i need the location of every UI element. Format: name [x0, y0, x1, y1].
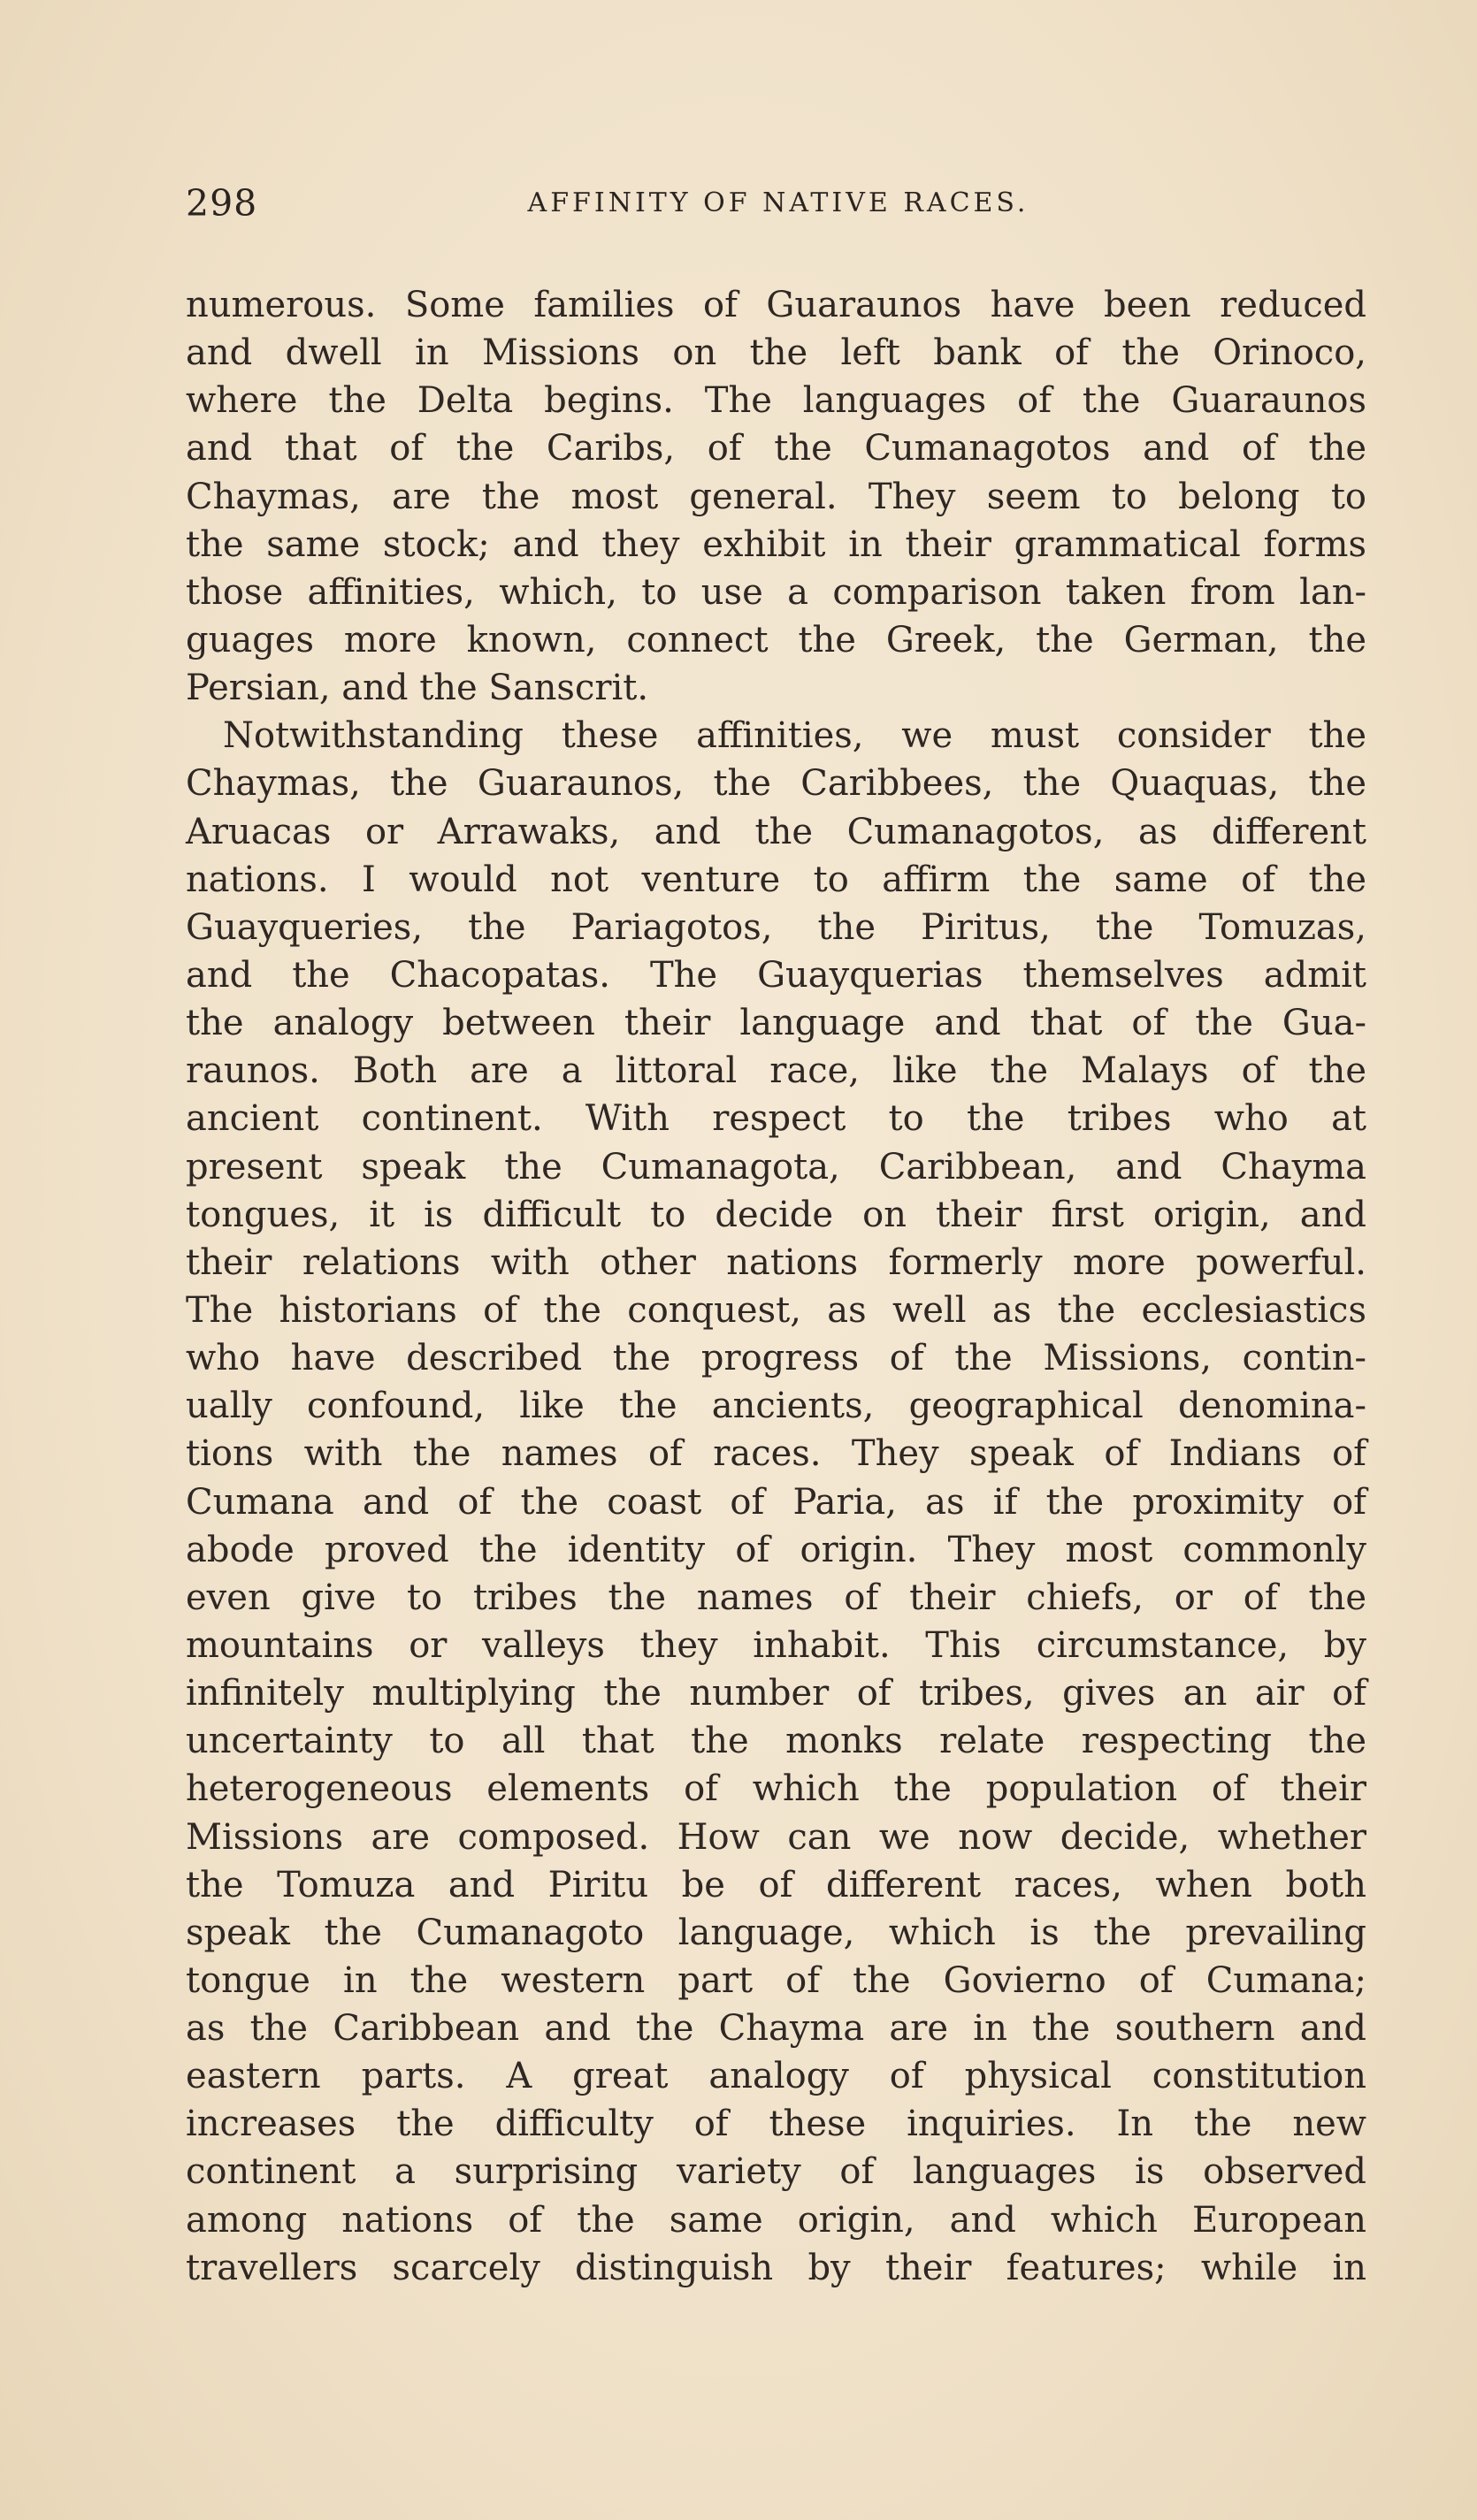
text-line: continent a surprising variety of languages is observed — [186, 2151, 1366, 2193]
text-line: ually confound, like the ancients, geographical denomina- — [186, 1386, 1366, 1427]
text-line: Missions are composed. How can we now decide, whether — [186, 1816, 1366, 1858]
text-line: abode proved the identity of origin. They most commonly — [186, 1529, 1366, 1570]
text-line: and the Chacopatas. The Guayquerias themselves admit — [186, 954, 1366, 996]
running-head: AFFINITY OF NATIVE RACES. — [527, 187, 1029, 218]
text-line: nations. I would not venture to affirm the same of the — [186, 859, 1366, 900]
text-line: Persian, and the Sanscrit. — [186, 668, 649, 709]
text-line: Notwithstanding these affinities, we must consider the — [223, 715, 1366, 757]
text-line: where the Delta begins. The languages of the Guaraunos — [186, 380, 1366, 422]
page-header — [186, 182, 1344, 235]
text-line: The historians of the conquest, as well as the ecclesiastics — [186, 1289, 1366, 1331]
text-line: Cumana and of the coast of Paria, as if the proximity of — [186, 1481, 1366, 1523]
text-line: among nations of the same origin, and which European — [186, 2199, 1366, 2241]
text-line: and dwell in Missions on the left bank of the Orinoco, — [186, 332, 1366, 374]
text-line: increases the difficulty of these inquiries. In the new — [186, 2104, 1366, 2145]
text-line: tongues, it is difficult to decide on their first origin, and — [186, 1194, 1366, 1235]
text-line: the same stock; and they exhibit in their grammatical forms — [186, 523, 1366, 565]
text-line: even give to tribes the names of their chiefs, or of the — [186, 1577, 1366, 1618]
text-line: the analogy between their language and that of the Gua- — [186, 1003, 1366, 1044]
text-line: uncertainty to all that the monks relate respecting the — [186, 1721, 1366, 1762]
text-line: tions with the names of races. They speak of Indians of — [186, 1433, 1366, 1475]
text-line: tongue in the western part of the Govierno of Cumana; — [186, 1959, 1366, 2001]
text-line: and that of the Caribs, of the Cumanagotos and of the — [186, 428, 1366, 470]
text-line: Chaymas, the Guaraunos, the Caribbees, the Quaquas, the — [186, 763, 1366, 805]
text-line: who have described the progress of the Missions, contin- — [186, 1338, 1366, 1379]
text-line: heterogeneous elements of which the population of their — [186, 1768, 1366, 1810]
text-line: Aruacas or Arrawaks, and the Cumanagotos, as different — [186, 811, 1366, 852]
page-number: 298 — [186, 182, 258, 225]
text-line: infinitely multiplying the number of tribes, gives an air of — [186, 1673, 1366, 1714]
text-line: present speak the Cumanagota, Caribbean, and Chayma — [186, 1146, 1366, 1187]
text-line: those affinities, which, to use a comparison taken from lan- — [186, 571, 1366, 613]
text-line: speak the Cumanagoto language, which is the prevailing — [186, 1912, 1366, 1953]
text-line: as the Caribbean and the Chayma are in the southern and — [186, 2008, 1366, 2050]
text-line: ancient continent. With respect to the tribes who at — [186, 1098, 1366, 1140]
text-line: the Tomuza and Piritu be of different races, when both — [186, 1864, 1366, 1905]
text-line: eastern parts. A great analogy of physical constitution — [186, 2056, 1366, 2097]
text-line: their relations with other nations formerly more powerful. — [186, 1241, 1366, 1283]
text-line: mountains or valleys they inhabit. This circumstance, by — [186, 1624, 1366, 1666]
text-line: numerous. Some families of Guaraunos have been reduced — [186, 285, 1366, 325]
text-line: guages more known, connect the Greek, the German, the — [186, 619, 1366, 661]
text-line: travellers scarcely distinguish by their features; while in — [186, 2247, 1366, 2288]
body-text — [186, 281, 1366, 2292]
text-line: raunos. Both are a littoral race, like the Malays of the — [186, 1050, 1366, 1092]
text-line: Guayqueries, the Pariagotos, the Piritus, the Tomuzas, — [186, 906, 1366, 948]
text-line: Chaymas, are the most general. They seem to belong to — [186, 476, 1366, 517]
